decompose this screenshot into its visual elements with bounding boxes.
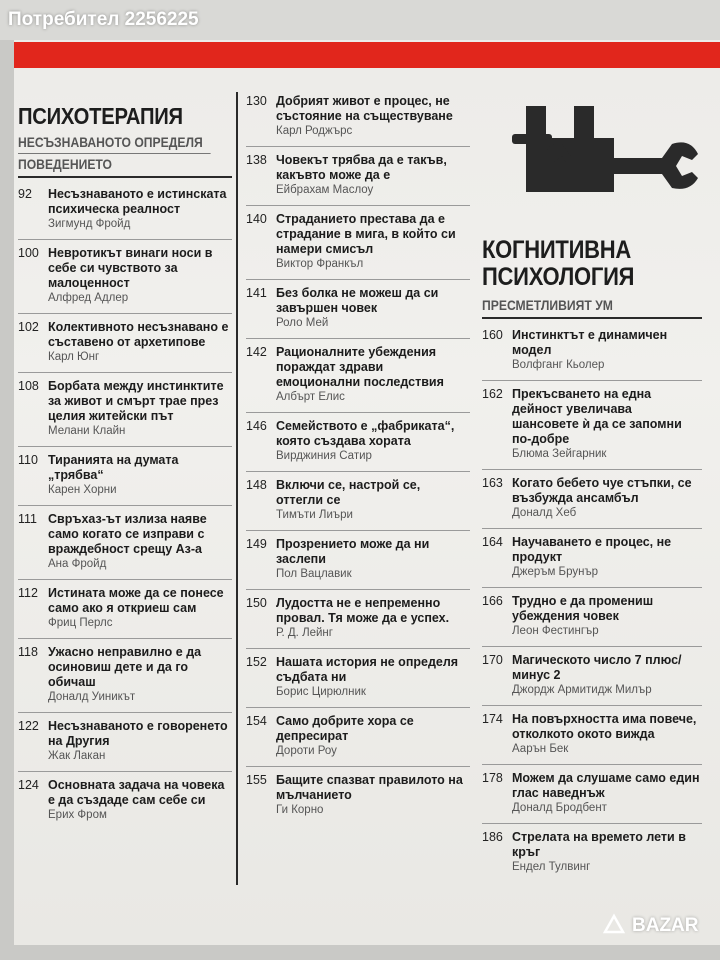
- page-number: 118: [18, 645, 38, 659]
- page-number: 155: [246, 773, 267, 787]
- toc-list: [246, 88, 470, 825]
- entry-author: Леон Фестингър: [512, 625, 599, 637]
- entry-title: Бащите спазват правилото на мълчанието: [276, 773, 463, 802]
- page-number: 122: [18, 719, 39, 733]
- toc-entry: [18, 713, 232, 772]
- entry-author: Р. Д. Лейнг: [276, 627, 333, 639]
- title-line: ПСИХОЛОГИЯ: [482, 263, 635, 291]
- entry-title: Невротикът винаги носи в себе си чувството за малоценност: [48, 246, 213, 290]
- entry-title: Трудно е да промениш убеждения човек: [512, 594, 654, 623]
- toc-entry: [246, 147, 470, 206]
- entry-author: Аарън Бек: [512, 743, 569, 755]
- entry-title: Стрелата на времето лети в кръг: [512, 830, 686, 859]
- entry-author: Карл Юнг: [48, 351, 100, 363]
- toc-entry: [482, 529, 702, 588]
- toc-entry: [18, 314, 232, 373]
- toc-entry: [246, 531, 470, 590]
- page-number: 92: [18, 187, 32, 201]
- entry-author: Фриц Перлс: [48, 617, 113, 629]
- watermark-text: BAZAR: [632, 915, 699, 936]
- entry-author: Ана Фройд: [48, 558, 107, 570]
- entry-author: Доналд Бродбент: [512, 802, 607, 814]
- entry-title: Ужасно неправилно е да осиновиш дете и да го обичаш: [48, 645, 202, 689]
- toc-entry: [246, 206, 470, 280]
- divider: [18, 153, 211, 154]
- toc-entry: [482, 322, 702, 381]
- entry-title: Борбата между инстинктите за живот и смърт трае през целия житейски път: [48, 379, 224, 423]
- entry-author: Джордж Армитидж Милър: [512, 684, 652, 696]
- toc-entry: [246, 413, 470, 472]
- entry-author: Доналд Хеб: [512, 507, 577, 519]
- toc-entry: [482, 706, 702, 765]
- entry-title: Научаването е процес, не продукт: [512, 535, 672, 564]
- user-label: Потребител 2256225: [8, 9, 199, 30]
- entry-title: Инстинктът е динамичен модел: [512, 328, 668, 357]
- top-bar: [0, 0, 720, 40]
- toc-entry: [246, 590, 470, 649]
- page-number: 170: [482, 653, 503, 667]
- section-subtitle: ПРЕСМЕТЛИВИЯТ УМ: [482, 298, 613, 313]
- toc-entry: [482, 470, 702, 529]
- toc-list: [482, 322, 702, 882]
- entry-author: Ейбрахам Маслоу: [276, 184, 374, 196]
- toc-entry: [246, 767, 470, 825]
- hand-wrench-icon: [482, 104, 702, 200]
- entry-title: Истината може да се понесе само ако я откриеш сам: [48, 586, 224, 615]
- toc-entry: [18, 506, 232, 580]
- entry-author: Доналд Уиникът: [48, 691, 136, 703]
- entry-title: Рационалните убеждения пораждат здрави емоционални последствия: [276, 345, 444, 389]
- entry-author: Ги Корно: [276, 804, 324, 816]
- red-header-band: [14, 42, 720, 68]
- page-number: 140: [246, 212, 267, 226]
- entry-author: Борис Цирюлник: [276, 686, 366, 698]
- page-number: 110: [18, 453, 38, 467]
- entry-author: Блюма Зейгарник: [512, 448, 607, 460]
- toc-entry: [246, 339, 470, 413]
- toc-entry: [482, 381, 702, 470]
- page-number: 108: [18, 379, 39, 393]
- bazar-logo-icon: [602, 912, 626, 936]
- toc-entry: [18, 181, 232, 240]
- toc-entry: [246, 649, 470, 708]
- divider: [482, 317, 702, 319]
- page-number: 152: [246, 655, 267, 669]
- entry-title: Прекъсването на една дейност увеличава шансовете ѝ да се запомни по-добре: [512, 387, 682, 446]
- toc-entry: [482, 647, 702, 706]
- toc-entry: [18, 580, 232, 639]
- entry-author: Волфганг Кьолер: [512, 359, 605, 371]
- toc-entry: [246, 472, 470, 531]
- entry-author: Тимъти Лиъри: [276, 509, 353, 521]
- entry-title: Несъзнаваното е истинската психическа реалност: [48, 187, 227, 216]
- page-number: 146: [246, 419, 267, 433]
- entry-author: Карл Роджърс: [276, 125, 353, 137]
- entry-title: Добрият живот е процес, не състояние на съществуване: [276, 94, 453, 123]
- entry-author: Зигмунд Фройд: [48, 218, 131, 230]
- entry-title: Свръхаз-ът излиза наяве само когато се изправи с враждебност срещу Аз-а: [48, 512, 207, 556]
- entry-title: Човекът трябва да е такъв, какъвто може да е: [276, 153, 447, 182]
- entry-author: Алфред Адлер: [48, 292, 129, 304]
- section-subtitle: [18, 134, 211, 173]
- entry-title: Магическото число 7 плюс/минус 2: [512, 653, 682, 682]
- toc-entry: [482, 588, 702, 647]
- page-number: 162: [482, 387, 503, 401]
- entry-author: Карен Хорни: [48, 484, 117, 496]
- humanism-column: [246, 88, 470, 825]
- page-number: 142: [246, 345, 267, 359]
- entry-author: Ендел Тулвинг: [512, 861, 591, 873]
- section-title: [482, 237, 676, 291]
- entry-author: Виктор Франкъл: [276, 258, 364, 270]
- cognitive-column: [482, 104, 702, 882]
- page-number: 178: [482, 771, 503, 785]
- page-number: 100: [18, 246, 39, 260]
- page-number: 138: [246, 153, 267, 167]
- entry-title: Нашата история не определя съдбата ни: [276, 655, 459, 684]
- entry-title: Без болка не можеш да си завършен човек: [276, 286, 439, 315]
- page-number: 174: [482, 712, 503, 726]
- entry-author: Жак Лакан: [48, 750, 106, 762]
- entry-title: Включи се, настрой се, оттегли се: [276, 478, 421, 507]
- toc-entry: [18, 772, 232, 830]
- section-title: ПСИХОТЕРАПИЯ: [18, 103, 183, 129]
- entry-title: Лудостта не е непременно провал. Тя може да е успех.: [276, 596, 450, 625]
- divider: [18, 176, 232, 178]
- toc-entry: [246, 708, 470, 767]
- page-number: 154: [246, 714, 267, 728]
- page-number: 124: [18, 778, 39, 792]
- page-number: 141: [246, 286, 267, 300]
- column-divider: [236, 92, 238, 885]
- toc-entry: [18, 240, 232, 314]
- entry-title: Основната задача на човека е да създаде сам себе си: [48, 778, 225, 807]
- page-number: 130: [246, 94, 267, 108]
- subtitle-line: НЕСЪЗНАВАНОТО ОПРЕДЕЛЯ: [18, 135, 203, 150]
- title-line: КОГНИТИВНА: [482, 236, 631, 264]
- page-number: 163: [482, 476, 503, 490]
- entry-title: Само добрите хора се депресират: [276, 714, 414, 743]
- entry-author: Вирджиния Сатир: [276, 450, 372, 462]
- page-number: 150: [246, 596, 267, 610]
- page-number: 166: [482, 594, 503, 608]
- page-number: 160: [482, 328, 503, 342]
- toc-entry: [18, 447, 232, 506]
- toc-entry: [246, 280, 470, 339]
- entry-title: Семейството е „фабриката“, която създава хората: [276, 419, 455, 448]
- page-number: 111: [18, 512, 38, 526]
- page-number: 112: [18, 586, 38, 600]
- entry-title: Когато бебето чуе стъпки, се възбужда ансамбъл: [512, 476, 692, 505]
- entry-author: Ерих Фром: [48, 809, 107, 821]
- entry-author: Албърт Елис: [276, 391, 345, 403]
- entry-title: Колективното несъзнавано е съставено от архетипове: [48, 320, 229, 349]
- page-number: 148: [246, 478, 267, 492]
- entry-title: Несъзнаваното е говоренето на Другия: [48, 719, 228, 748]
- entry-title: Прозрението може да ни заслепи: [276, 537, 430, 566]
- toc-entry: [482, 765, 702, 824]
- page-number: 164: [482, 535, 503, 549]
- entry-author: Мелани Клайн: [48, 425, 126, 437]
- subtitle-line: ПОВЕДЕНИЕТО: [18, 157, 113, 172]
- page-number: 102: [18, 320, 39, 334]
- entry-author: Роло Мей: [276, 317, 329, 329]
- entry-author: Джеръм Брунър: [512, 566, 599, 578]
- entry-author: Дороти Роу: [276, 745, 337, 757]
- entry-author: Пол Вацлавик: [276, 568, 352, 580]
- entry-title: На повърхността има повече, отколкото окото вижда: [512, 712, 697, 741]
- psychotherapy-column: [18, 104, 232, 830]
- toc-entry: [18, 373, 232, 447]
- entry-title: Можем да слушаме само един глас наведнъж: [512, 771, 700, 800]
- toc-entry: [18, 639, 232, 713]
- entry-title: Страданието престава да е страдание в мига, в който си намери смисъл: [276, 212, 456, 256]
- toc-entry: [246, 88, 470, 147]
- toc-entry: [482, 824, 702, 882]
- page-number: 186: [482, 830, 503, 844]
- page-number: 149: [246, 537, 267, 551]
- entry-title: Тиранията на думата „трябва“: [48, 453, 179, 482]
- toc-list: [18, 181, 232, 830]
